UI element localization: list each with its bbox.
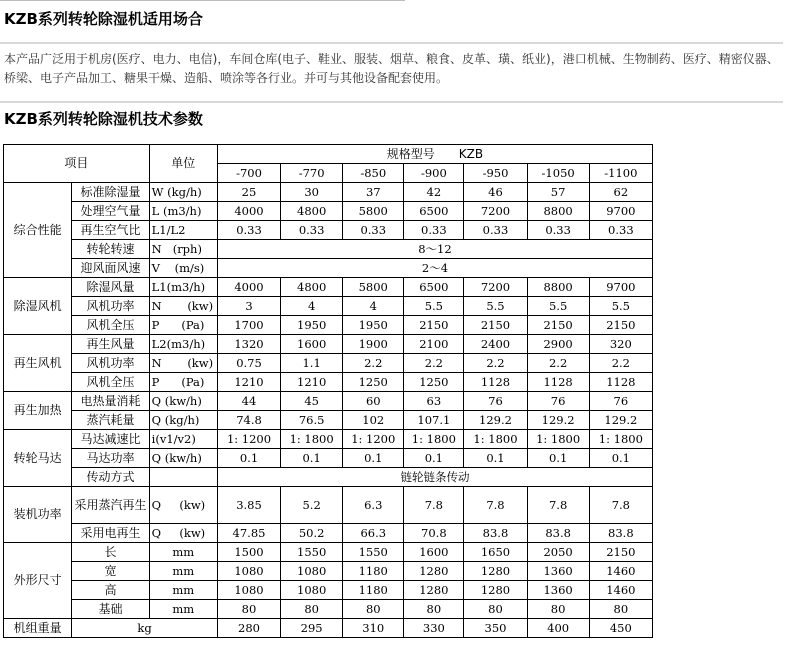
- value-cell: 37: [343, 183, 404, 202]
- value-cell: 1180: [343, 562, 404, 581]
- value-cell: 7.8: [404, 487, 464, 524]
- value-cell: 400: [527, 619, 589, 638]
- value-cell: 2150: [589, 543, 652, 562]
- value-cell: 1180: [343, 581, 404, 600]
- value-cell: 60: [343, 392, 404, 411]
- row-label: 再生空气比: [72, 221, 149, 240]
- table-row: [4, 619, 653, 638]
- value-cell: 42: [404, 183, 464, 202]
- group-label: 综合性能: [4, 183, 72, 278]
- group-label: 再生风机: [4, 335, 72, 392]
- unit-cell: [149, 468, 217, 487]
- unit-cell: Q (kg/h): [149, 411, 217, 430]
- value-cell: 1128: [589, 373, 652, 392]
- row-label: 标准除湿量: [72, 183, 149, 202]
- value-cell: 2.2: [589, 354, 652, 373]
- unit-cell: N (kw): [149, 297, 217, 316]
- unit-cell: L1/L2: [149, 221, 217, 240]
- model-header-cell: -950: [464, 164, 527, 183]
- table-row: [4, 297, 653, 316]
- table-row: [4, 278, 653, 297]
- value-cell: 1250: [404, 373, 464, 392]
- value-cell: 5.5: [589, 297, 652, 316]
- value-cell: 1210: [217, 373, 280, 392]
- value-cell: 1: 1200: [343, 430, 404, 449]
- value-cell: 链轮链条传动: [217, 468, 652, 487]
- unit-cell: Q (kw): [149, 524, 217, 543]
- row-label: 传动方式: [72, 468, 149, 487]
- value-cell: 5.5: [527, 297, 589, 316]
- top-divider: [0, 0, 405, 1]
- value-cell: 83.8: [527, 524, 589, 543]
- value-cell: 2～4: [217, 259, 652, 278]
- value-cell: 1.1: [281, 354, 343, 373]
- unit-cell: N (kw): [149, 354, 217, 373]
- table-row: [4, 240, 653, 259]
- table-row: [4, 430, 653, 449]
- value-cell: 5.5: [464, 297, 527, 316]
- row-label: 宽: [72, 562, 149, 581]
- value-cell: 1128: [464, 373, 527, 392]
- value-cell: 2150: [527, 316, 589, 335]
- value-cell: 1: 1800: [589, 430, 652, 449]
- value-cell: 1128: [527, 373, 589, 392]
- unit-cell: Q (kw/h): [149, 449, 217, 468]
- model-header-cell: -700: [217, 164, 280, 183]
- value-cell: 74.8: [217, 411, 280, 430]
- value-cell: 80: [217, 600, 280, 619]
- model-header-cell: -850: [343, 164, 404, 183]
- row-label: 电热量消耗: [72, 392, 149, 411]
- section-title-specs: KZB系列转轮除湿机技术参数: [4, 110, 203, 128]
- table-row: [4, 183, 653, 202]
- row-label: 风机功率: [72, 297, 149, 316]
- unit-cell: P (Pa): [149, 316, 217, 335]
- value-cell: 0.33: [589, 221, 652, 240]
- table-row: [4, 392, 653, 411]
- value-cell: 76: [589, 392, 652, 411]
- value-cell: 0.33: [343, 221, 404, 240]
- value-cell: 76.5: [281, 411, 343, 430]
- value-cell: 45: [281, 392, 343, 411]
- value-cell: 80: [281, 600, 343, 619]
- group-label: 转轮马达: [4, 430, 72, 487]
- row-label: 除湿风量: [72, 278, 149, 297]
- value-cell: 1: 1800: [464, 430, 527, 449]
- value-cell: 4: [343, 297, 404, 316]
- value-cell: 46: [464, 183, 527, 202]
- value-cell: 3: [217, 297, 280, 316]
- value-cell: 1700: [217, 316, 280, 335]
- spec-table: [3, 144, 653, 638]
- table-row: [4, 449, 653, 468]
- value-cell: 1080: [281, 562, 343, 581]
- value-cell: 4800: [281, 202, 343, 221]
- value-cell: 0.33: [464, 221, 527, 240]
- value-cell: 80: [343, 600, 404, 619]
- unit-cell: Q (kw): [149, 487, 217, 524]
- value-cell: 1600: [404, 543, 464, 562]
- value-cell: 0.33: [281, 221, 343, 240]
- value-cell: 320: [589, 335, 652, 354]
- value-cell: 9700: [589, 202, 652, 221]
- value-cell: 5800: [343, 202, 404, 221]
- row-label: 采用电再生: [72, 524, 149, 543]
- unit-cell: Q (kw/h): [149, 392, 217, 411]
- value-cell: 0.1: [527, 449, 589, 468]
- table-header-row: [4, 145, 653, 164]
- row-label: 蒸汽耗量: [72, 411, 149, 430]
- row-label: 采用蒸汽再生: [72, 487, 149, 524]
- value-cell: 1: 1200: [217, 430, 280, 449]
- row-label: 再生风量: [72, 335, 149, 354]
- value-cell: 50.2: [281, 524, 343, 543]
- value-cell: 2150: [404, 316, 464, 335]
- value-cell: 295: [281, 619, 343, 638]
- table-row: [4, 316, 653, 335]
- value-cell: 129.2: [589, 411, 652, 430]
- table-row: [4, 562, 653, 581]
- value-cell: 4000: [217, 278, 280, 297]
- value-cell: 80: [527, 600, 589, 619]
- value-cell: 7.8: [527, 487, 589, 524]
- value-cell: 4800: [281, 278, 343, 297]
- value-cell: 66.3: [343, 524, 404, 543]
- value-cell: 330: [404, 619, 464, 638]
- unit-cell: L (m3/h): [149, 202, 217, 221]
- row-label: 转轮转速: [72, 240, 149, 259]
- value-cell: 0.33: [217, 221, 280, 240]
- value-cell: 2.2: [343, 354, 404, 373]
- value-cell: 8～12: [217, 240, 652, 259]
- unit-cell: mm: [149, 581, 217, 600]
- value-cell: 450: [589, 619, 652, 638]
- table-row: [4, 335, 653, 354]
- value-cell: 1950: [281, 316, 343, 335]
- value-cell: 80: [404, 600, 464, 619]
- value-cell: 6500: [404, 202, 464, 221]
- value-cell: 3.85: [217, 487, 280, 524]
- value-cell: 1550: [343, 543, 404, 562]
- value-cell: 57: [527, 183, 589, 202]
- table-row: [4, 487, 653, 524]
- value-cell: 129.2: [464, 411, 527, 430]
- value-cell: 1250: [343, 373, 404, 392]
- value-cell: 1600: [281, 335, 343, 354]
- row-label: 基础: [72, 600, 149, 619]
- value-cell: 129.2: [527, 411, 589, 430]
- header-model: 规格型号 KZB: [217, 145, 652, 164]
- value-cell: 8800: [527, 278, 589, 297]
- value-cell: 80: [589, 600, 652, 619]
- value-cell: 4000: [217, 202, 280, 221]
- value-cell: 1280: [464, 562, 527, 581]
- table-row: [4, 354, 653, 373]
- value-cell: 7200: [464, 202, 527, 221]
- value-cell: 1080: [217, 562, 280, 581]
- value-cell: 0.1: [343, 449, 404, 468]
- value-cell: 0.1: [464, 449, 527, 468]
- value-cell: 2050: [527, 543, 589, 562]
- value-cell: 1280: [464, 581, 527, 600]
- value-cell: 0.33: [527, 221, 589, 240]
- table-row: [4, 202, 653, 221]
- value-cell: 1: 1800: [527, 430, 589, 449]
- value-cell: 7200: [464, 278, 527, 297]
- value-cell: 2.2: [404, 354, 464, 373]
- value-cell: 0.1: [404, 449, 464, 468]
- header-unit: 单位: [149, 145, 217, 183]
- value-cell: 107.1: [404, 411, 464, 430]
- value-cell: 25: [217, 183, 280, 202]
- group-label: 再生加热: [4, 392, 72, 430]
- value-cell: 6500: [404, 278, 464, 297]
- row-label: 马达功率: [72, 449, 149, 468]
- unit-cell: P (Pa): [149, 373, 217, 392]
- value-cell: 1: 1800: [281, 430, 343, 449]
- value-cell: 7.8: [589, 487, 652, 524]
- value-cell: 1650: [464, 543, 527, 562]
- row-label: 风机功率: [72, 354, 149, 373]
- value-cell: 0.1: [281, 449, 343, 468]
- row-label: 长: [72, 543, 149, 562]
- value-cell: 1950: [343, 316, 404, 335]
- model-header-cell: -1050: [527, 164, 589, 183]
- row-label: 处理空气量: [72, 202, 149, 221]
- value-cell: 2.2: [464, 354, 527, 373]
- value-cell: 2900: [527, 335, 589, 354]
- unit-cell: mm: [149, 600, 217, 619]
- value-cell: 5800: [343, 278, 404, 297]
- group-label: 机组重量: [4, 619, 72, 638]
- unit-cell: V (m/s): [149, 259, 217, 278]
- value-cell: 2100: [404, 335, 464, 354]
- unit-cell: L2(m3/h): [149, 335, 217, 354]
- value-cell: 63: [404, 392, 464, 411]
- unit-cell: mm: [149, 543, 217, 562]
- table-row: [4, 543, 653, 562]
- model-header-cell: -1100: [589, 164, 652, 183]
- value-cell: 76: [464, 392, 527, 411]
- value-cell: 0.1: [589, 449, 652, 468]
- value-cell: 1900: [343, 335, 404, 354]
- value-cell: 1320: [217, 335, 280, 354]
- header-item: 项目: [4, 145, 150, 183]
- value-cell: 83.8: [464, 524, 527, 543]
- value-cell: 1460: [589, 562, 652, 581]
- value-cell: 2150: [589, 316, 652, 335]
- model-header-cell: -770: [281, 164, 343, 183]
- value-cell: 102: [343, 411, 404, 430]
- value-cell: 7.8: [464, 487, 527, 524]
- value-cell: 0.1: [217, 449, 280, 468]
- value-cell: 1: 1800: [404, 430, 464, 449]
- table-row: [4, 600, 653, 619]
- value-cell: 280: [217, 619, 280, 638]
- value-cell: 9700: [589, 278, 652, 297]
- table-row: [4, 581, 653, 600]
- row-label: 马达减速比: [72, 430, 149, 449]
- value-cell: 83.8: [589, 524, 652, 543]
- group-label: 装机功率: [4, 487, 72, 543]
- value-cell: 1360: [527, 581, 589, 600]
- value-cell: 80: [464, 600, 527, 619]
- unit-cell: L1(m3/h): [149, 278, 217, 297]
- value-cell: 70.8: [404, 524, 464, 543]
- table-row: [4, 221, 653, 240]
- value-cell: 6.3: [343, 487, 404, 524]
- table-row: [4, 373, 653, 392]
- section-title-applications: KZB系列转轮除湿机适用场合: [4, 10, 203, 28]
- unit-cell: W (kg/h): [149, 183, 217, 202]
- value-cell: 5.5: [404, 297, 464, 316]
- value-cell: 2.2: [527, 354, 589, 373]
- value-cell: 1280: [404, 581, 464, 600]
- value-cell: 44: [217, 392, 280, 411]
- row-label: 高: [72, 581, 149, 600]
- value-cell: 4: [281, 297, 343, 316]
- value-cell: 1360: [527, 562, 589, 581]
- table-row: [4, 524, 653, 543]
- unit-cell: mm: [149, 562, 217, 581]
- table-row: [4, 259, 653, 278]
- value-cell: 310: [343, 619, 404, 638]
- value-cell: 47.85: [217, 524, 280, 543]
- value-cell: 1280: [404, 562, 464, 581]
- value-cell: 2150: [464, 316, 527, 335]
- applications-paragraph: 本产品广泛用于机房(医疗、电力、电信)，车间仓库(电子、鞋业、服装、烟草、粮食、皮革、璜、纸业)，港口机械、生物制药、医疗、精密仪器、桥梁、电子产品加工、糖果干燥、造船、喷涂等各行业。并可与其他设备配套使用。: [4, 52, 779, 85]
- value-cell: 8800: [527, 202, 589, 221]
- group-label: 除湿风机: [4, 278, 72, 335]
- model-header-cell: -900: [404, 164, 464, 183]
- row-label: 风机全压: [72, 316, 149, 335]
- section-divider: [0, 42, 783, 44]
- value-cell: 1460: [589, 581, 652, 600]
- table-row: [4, 411, 653, 430]
- value-cell: 1500: [217, 543, 280, 562]
- value-cell: 76: [527, 392, 589, 411]
- value-cell: 1080: [281, 581, 343, 600]
- unit-cell: N (rph): [149, 240, 217, 259]
- value-cell: 0.75: [217, 354, 280, 373]
- value-cell: 350: [464, 619, 527, 638]
- value-cell: 5.2: [281, 487, 343, 524]
- value-cell: 1210: [281, 373, 343, 392]
- unit-cell: i(v1/v2): [149, 430, 217, 449]
- row-label: 迎风面风速: [72, 259, 149, 278]
- value-cell: 1080: [217, 581, 280, 600]
- unit-cell: kg: [72, 619, 218, 638]
- value-cell: 0.33: [404, 221, 464, 240]
- value-cell: 62: [589, 183, 652, 202]
- value-cell: 2400: [464, 335, 527, 354]
- section-divider: [0, 101, 783, 103]
- value-cell: 30: [281, 183, 343, 202]
- row-label: 风机全压: [72, 373, 149, 392]
- table-row: [4, 468, 653, 487]
- group-label: 外形尺寸: [4, 543, 72, 619]
- value-cell: 1550: [281, 543, 343, 562]
